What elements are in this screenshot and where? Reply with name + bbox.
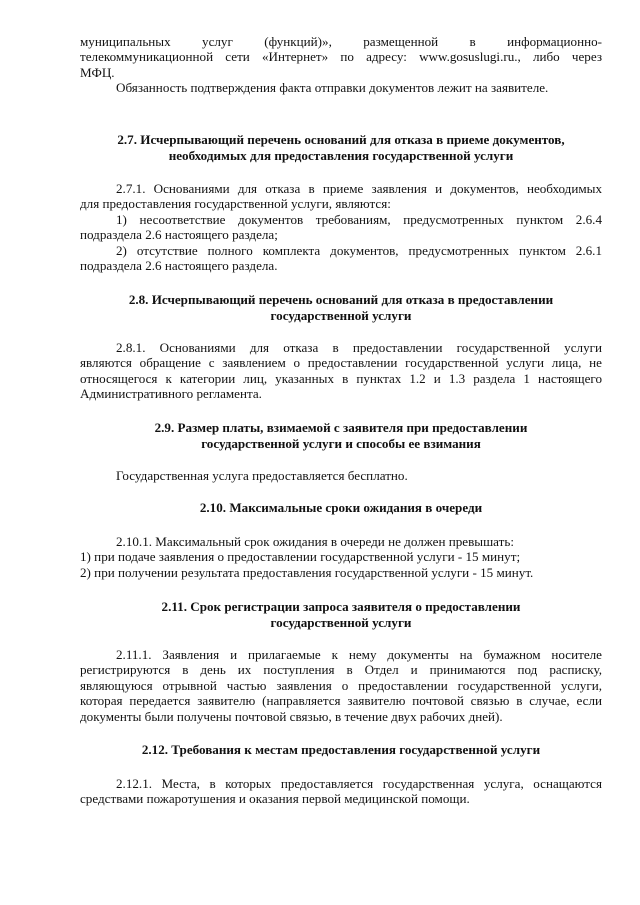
heading-line: 2.12. Требования к местам предоставления государственной услуги bbox=[141, 742, 541, 757]
text-line: 2.10.1. Максимальный срок ожидания в очереди не должен превышать: bbox=[116, 534, 514, 549]
text-line: 1) при подаче заявления о предоставлении государственной услуги - 15 минут; bbox=[80, 549, 521, 565]
section-heading-2-7 bbox=[80, 132, 602, 164]
text-line: МФЦ. bbox=[80, 64, 115, 80]
section-body-2-12 bbox=[80, 776, 602, 807]
text-line: являющуюся отрывной частью заявления о предоставлении государственной услуги, bbox=[80, 677, 602, 693]
heading-line: 2.7. Исчерпывающий перечень оснований для отказа в приеме документов, bbox=[117, 132, 565, 147]
text-line: 1) несоответствие документов требованиям, предусмотренных пунктом 2.6.4 bbox=[116, 211, 602, 227]
text-line: подраздела 2.6 настоящего раздела. bbox=[80, 257, 278, 273]
heading-line: государственной услуги bbox=[270, 308, 412, 323]
text-line: муниципальных услуг (функций)», размещенной в информационно- bbox=[80, 34, 602, 49]
intro-paragraph bbox=[80, 34, 602, 96]
text-line: 2.12.1. Места, в которых предоставляется государственная услуга, оснащаются bbox=[116, 776, 602, 791]
text-line: которая передается заявителю (направляется заявителю почтовой связью в случае, если bbox=[80, 693, 602, 709]
section-body-2-8 bbox=[80, 340, 602, 402]
heading-line: 2.11. Срок регистрации запроса заявителя о предоставлении bbox=[161, 599, 521, 614]
section-body-2-9 bbox=[80, 468, 602, 483]
heading-line: необходимых для предоставления государственной услуги bbox=[168, 148, 514, 163]
text-line: для предоставления государственной услуги, являются: bbox=[80, 196, 391, 212]
text-line: средствами пожаротушения и оказания первой медицинской помощи. bbox=[80, 791, 470, 807]
heading-line: 2.10. Максимальные сроки ожидания в очереди bbox=[199, 500, 483, 515]
text-line: Обязанность подтверждения факта отправки документов лежит на заявителе. bbox=[116, 80, 549, 96]
text-line: Административного регламента. bbox=[80, 386, 262, 402]
text-line: телекоммуникационной сети «Интернет» по адресу: www.gosuslugi.ru., либо через bbox=[80, 49, 602, 65]
section-heading-2-10 bbox=[80, 500, 602, 516]
text-line: 2.8.1. Основаниями для отказа в предоставлении государственной услуги bbox=[116, 340, 602, 355]
text-line: документы были получены почтовой связью, в течение двух рабочих дней). bbox=[80, 708, 503, 724]
heading-line: 2.9. Размер платы, взимаемой с заявителя при предоставлении bbox=[154, 420, 528, 435]
heading-line: государственной услуги и способы ее взимания bbox=[201, 436, 481, 451]
section-body-2-7 bbox=[80, 181, 602, 273]
text-line: Государственная услуга предоставляется бесплатно. bbox=[116, 468, 408, 483]
text-line: относящегося к категории лиц, указанных в пунктах 1.2 и 1.3 раздела 1 настоящего bbox=[80, 370, 602, 386]
text-line: подраздела 2.6 настоящего раздела; bbox=[80, 227, 278, 243]
text-line: 2.7.1. Основаниями для отказа в приеме заявления и документов, необходимых bbox=[116, 181, 602, 196]
text-line: являются обращение с заявлением о предоставлении государственной услуги лица, не bbox=[80, 355, 602, 371]
text-line: 2) при получении результата предоставления государственной услуги - 15 минут. bbox=[80, 564, 534, 580]
section-heading-2-8 bbox=[80, 292, 602, 324]
section-heading-2-9 bbox=[80, 420, 602, 452]
text-line: 2.11.1. Заявления и прилагаемые к нему документы на бумажном носителе bbox=[116, 647, 602, 662]
section-body-2-11 bbox=[80, 647, 602, 724]
section-heading-2-12 bbox=[80, 742, 602, 758]
section-body-2-10 bbox=[80, 534, 602, 580]
heading-line: 2.8. Исчерпывающий перечень оснований для отказа в предоставлении bbox=[128, 292, 554, 307]
text-line: 2) отсутствие полного комплекта документов, предусмотренных пунктом 2.6.1 bbox=[116, 242, 602, 258]
text-line: регистрируются в день их поступления в Отдел и принимаются под расписку, bbox=[80, 662, 602, 678]
heading-line: государственной услуги bbox=[270, 615, 412, 630]
section-heading-2-11 bbox=[80, 599, 602, 631]
